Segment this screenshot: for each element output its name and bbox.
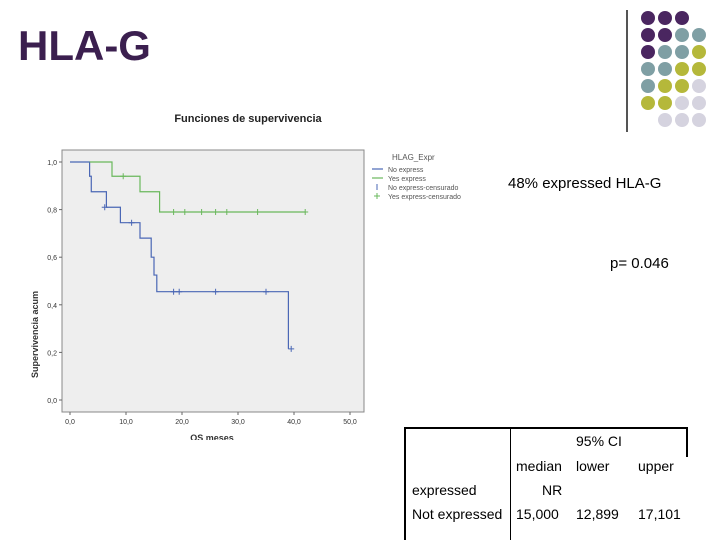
- decorative-dot: [658, 79, 672, 93]
- decorative-dot: [692, 45, 706, 59]
- decorative-dot: [692, 62, 706, 76]
- legend-swatch: [374, 193, 380, 199]
- x-tick-label: 20,0: [175, 419, 189, 426]
- x-axis-label: OS meses: [190, 433, 234, 440]
- chart-title: Funciones de supervivencia: [174, 113, 322, 125]
- decorative-dot: [658, 45, 672, 59]
- y-tick-label: 0,0: [47, 398, 57, 405]
- decorative-dot: [675, 62, 689, 76]
- legend-entry-label: Yes express-censurado: [388, 194, 461, 201]
- decorative-dot: [658, 28, 672, 42]
- median-header: median: [516, 458, 562, 474]
- ci-header: 95% CI: [576, 433, 622, 449]
- x-tick-label: 30,0: [231, 419, 245, 426]
- legend-entry-label: No express-censurado: [388, 185, 459, 192]
- decorative-dot: [641, 11, 655, 25]
- decorative-dot: [641, 28, 655, 42]
- x-tick-label: 10,0: [119, 419, 133, 426]
- slide-title: HLA-G: [18, 22, 151, 69]
- legend-entry-label: No express: [388, 167, 424, 174]
- row-median-not-expressed: 15,000: [516, 506, 559, 522]
- decorative-dot: [675, 11, 689, 25]
- y-tick-label: 0,2: [47, 350, 57, 358]
- y-tick-label: 0,4: [47, 302, 57, 310]
- decorative-dot: [658, 11, 672, 25]
- p-value-note: p= 0.046: [610, 255, 669, 272]
- confidence-interval-table: [404, 427, 688, 540]
- decorative-dot: [692, 79, 706, 93]
- row-lower-not-expressed: 12,899: [576, 506, 619, 522]
- row-label-not-expressed: Not expressed: [412, 506, 503, 522]
- x-tick-label: 0,0: [65, 419, 75, 426]
- y-tick-label: 0,6: [47, 255, 57, 263]
- x-tick-label: 50,0: [343, 419, 357, 426]
- y-tick-label: 0,8: [47, 207, 57, 215]
- row-upper-not-expressed: 17,101: [638, 506, 681, 522]
- decorative-dot: [675, 28, 689, 42]
- decorative-dot: [675, 79, 689, 93]
- decorative-dot: [675, 45, 689, 59]
- decorative-dot: [641, 62, 655, 76]
- y-tick-label: 1,0: [47, 160, 57, 167]
- row-median-expressed: NR: [542, 482, 563, 498]
- row-label-expressed: expressed: [412, 482, 477, 498]
- upper-header: upper: [638, 458, 674, 474]
- decorative-dot: [641, 45, 655, 59]
- lower-header: lower: [576, 458, 610, 474]
- expressed-percentage-note: 48% expressed HLA-G: [508, 175, 662, 192]
- plot-area: [62, 150, 364, 412]
- chart-legend: [372, 153, 461, 201]
- legend-entry-label: Yes express: [388, 176, 426, 183]
- legend-title: HLAG_Expr: [392, 153, 435, 162]
- x-tick-label: 40,0: [287, 419, 301, 426]
- decorative-dot: [658, 62, 672, 76]
- y-axis-label: Supervivencia acum: [30, 290, 40, 378]
- decorative-dot: [641, 79, 655, 93]
- decorative-dot: [692, 28, 706, 42]
